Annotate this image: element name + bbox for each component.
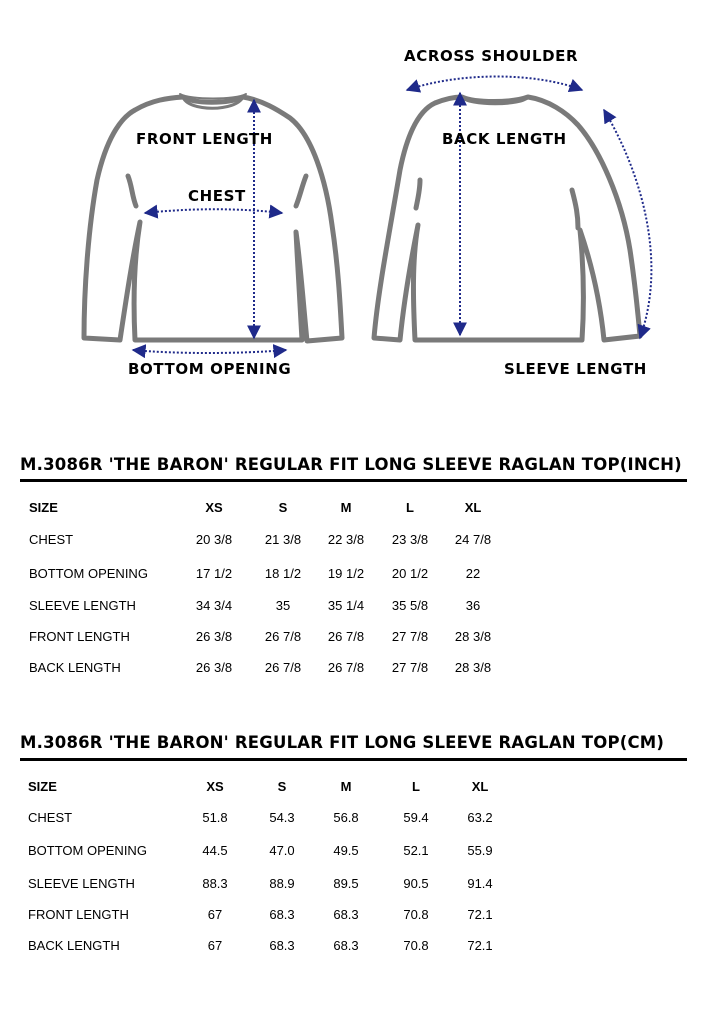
table-cell: 44.5 bbox=[202, 843, 228, 858]
table-cell: 26 3/8 bbox=[195, 660, 233, 675]
table-cell: 26 7/8 bbox=[264, 660, 302, 675]
table-cell: 23 3/8 bbox=[391, 532, 429, 547]
row-label: BOTTOM OPENING bbox=[29, 566, 148, 581]
table-cell: 27 7/8 bbox=[391, 629, 429, 644]
front-length-label: FRONT LENGTH bbox=[136, 130, 273, 148]
table-cell: 68.3 bbox=[269, 938, 295, 953]
table-cell: 17 1/2 bbox=[195, 566, 233, 581]
table-cell: 91.4 bbox=[467, 876, 493, 891]
table-cell: 28 3/8 bbox=[454, 629, 492, 644]
across-shoulder-arrow bbox=[407, 77, 582, 91]
table-cell: 34 3/4 bbox=[195, 598, 233, 613]
table-row bbox=[0, 532, 723, 552]
table-cell: 35 1/4 bbox=[327, 598, 365, 613]
table-row bbox=[0, 566, 723, 586]
table-cell: 89.5 bbox=[333, 876, 359, 891]
table-cell: 26 7/8 bbox=[327, 660, 365, 675]
table-row bbox=[0, 660, 723, 680]
table-cell: 68.3 bbox=[269, 907, 295, 922]
row-label: SLEEVE LENGTH bbox=[28, 876, 135, 891]
sleeve-length-arrow bbox=[604, 110, 651, 338]
size-s-header: S bbox=[277, 779, 287, 794]
table-cell: 68.3 bbox=[333, 907, 359, 922]
table-cell: 21 3/8 bbox=[264, 532, 302, 547]
back-length-label: BACK LENGTH bbox=[442, 130, 567, 148]
table-cell: 72.1 bbox=[467, 938, 493, 953]
table-row bbox=[0, 810, 723, 830]
table-cell: 68.3 bbox=[333, 938, 359, 953]
row-label: BACK LENGTH bbox=[28, 938, 120, 953]
table-cell: 67 bbox=[207, 907, 223, 922]
row-label: SLEEVE LENGTH bbox=[29, 598, 136, 613]
inch-table-divider bbox=[20, 479, 687, 482]
measurement-diagram bbox=[0, 0, 723, 400]
size-xl-header: XL bbox=[464, 500, 482, 515]
table-cell: 90.5 bbox=[403, 876, 429, 891]
garment-illustration bbox=[0, 0, 723, 400]
row-label: FRONT LENGTH bbox=[28, 907, 129, 922]
size-l-header: L bbox=[412, 779, 420, 794]
table-cell: 63.2 bbox=[467, 810, 493, 825]
table-row bbox=[0, 598, 723, 618]
table-cell: 22 3/8 bbox=[327, 532, 365, 547]
inch-table-title: M.3086R 'THE BARON' REGULAR FIT LONG SLEEVE RAGLAN TOP(INCH) bbox=[20, 455, 682, 474]
table-header-row bbox=[0, 500, 723, 520]
bottom-opening-arrow bbox=[133, 350, 286, 353]
table-cell: 26 3/8 bbox=[195, 629, 233, 644]
table-cell: 36 bbox=[465, 598, 481, 613]
row-label: CHEST bbox=[29, 532, 74, 547]
table-cell: 20 1/2 bbox=[391, 566, 429, 581]
sleeve-length-label: SLEEVE LENGTH bbox=[504, 360, 647, 378]
table-cell: 35 bbox=[275, 598, 291, 613]
size-xl-header: XL bbox=[471, 779, 489, 794]
table-cell: 72.1 bbox=[467, 907, 493, 922]
row-label: BOTTOM OPENING bbox=[28, 843, 147, 858]
table-cell: 49.5 bbox=[333, 843, 359, 858]
table-cell: 20 3/8 bbox=[195, 532, 233, 547]
table-row bbox=[0, 876, 723, 896]
table-cell: 24 7/8 bbox=[454, 532, 492, 547]
size-header: SIZE bbox=[28, 779, 57, 794]
table-cell: 70.8 bbox=[403, 907, 429, 922]
table-cell: 59.4 bbox=[403, 810, 429, 825]
row-label: FRONT LENGTH bbox=[29, 629, 130, 644]
table-cell: 18 1/2 bbox=[264, 566, 302, 581]
table-cell: 47.0 bbox=[269, 843, 295, 858]
table-cell: 51.8 bbox=[202, 810, 228, 825]
size-s-header: S bbox=[278, 500, 288, 515]
table-cell: 55.9 bbox=[467, 843, 493, 858]
row-label: CHEST bbox=[28, 810, 73, 825]
chest-label: CHEST bbox=[188, 187, 246, 205]
table-row bbox=[0, 629, 723, 649]
table-cell: 35 5/8 bbox=[391, 598, 429, 613]
table-cell: 22 bbox=[465, 566, 481, 581]
table-cell: 88.3 bbox=[202, 876, 228, 891]
table-cell: 54.3 bbox=[269, 810, 295, 825]
cm-table-title: M.3086R 'THE BARON' REGULAR FIT LONG SLEEVE RAGLAN TOP(CM) bbox=[20, 733, 665, 752]
across-shoulder-label: ACROSS SHOULDER bbox=[404, 47, 579, 65]
row-label: BACK LENGTH bbox=[29, 660, 121, 675]
table-cell: 26 7/8 bbox=[327, 629, 365, 644]
size-header: SIZE bbox=[29, 500, 58, 515]
table-cell: 26 7/8 bbox=[264, 629, 302, 644]
table-cell: 67 bbox=[207, 938, 223, 953]
table-row bbox=[0, 938, 723, 958]
size-xs-header: XS bbox=[206, 779, 224, 794]
table-cell: 70.8 bbox=[403, 938, 429, 953]
bottom-opening-label: BOTTOM OPENING bbox=[128, 360, 292, 378]
table-cell: 56.8 bbox=[333, 810, 359, 825]
table-cell: 88.9 bbox=[269, 876, 295, 891]
table-cell: 28 3/8 bbox=[454, 660, 492, 675]
size-m-header: M bbox=[340, 779, 352, 794]
size-m-header: M bbox=[340, 500, 352, 515]
chest-arrow bbox=[145, 209, 282, 213]
table-header-row bbox=[0, 779, 723, 799]
size-l-header: L bbox=[406, 500, 414, 515]
table-cell: 27 7/8 bbox=[391, 660, 429, 675]
table-cell: 52.1 bbox=[403, 843, 429, 858]
table-cell: 19 1/2 bbox=[327, 566, 365, 581]
table-row bbox=[0, 843, 723, 863]
table-row bbox=[0, 907, 723, 927]
cm-table-divider bbox=[20, 758, 687, 761]
size-xs-header: XS bbox=[205, 500, 223, 515]
